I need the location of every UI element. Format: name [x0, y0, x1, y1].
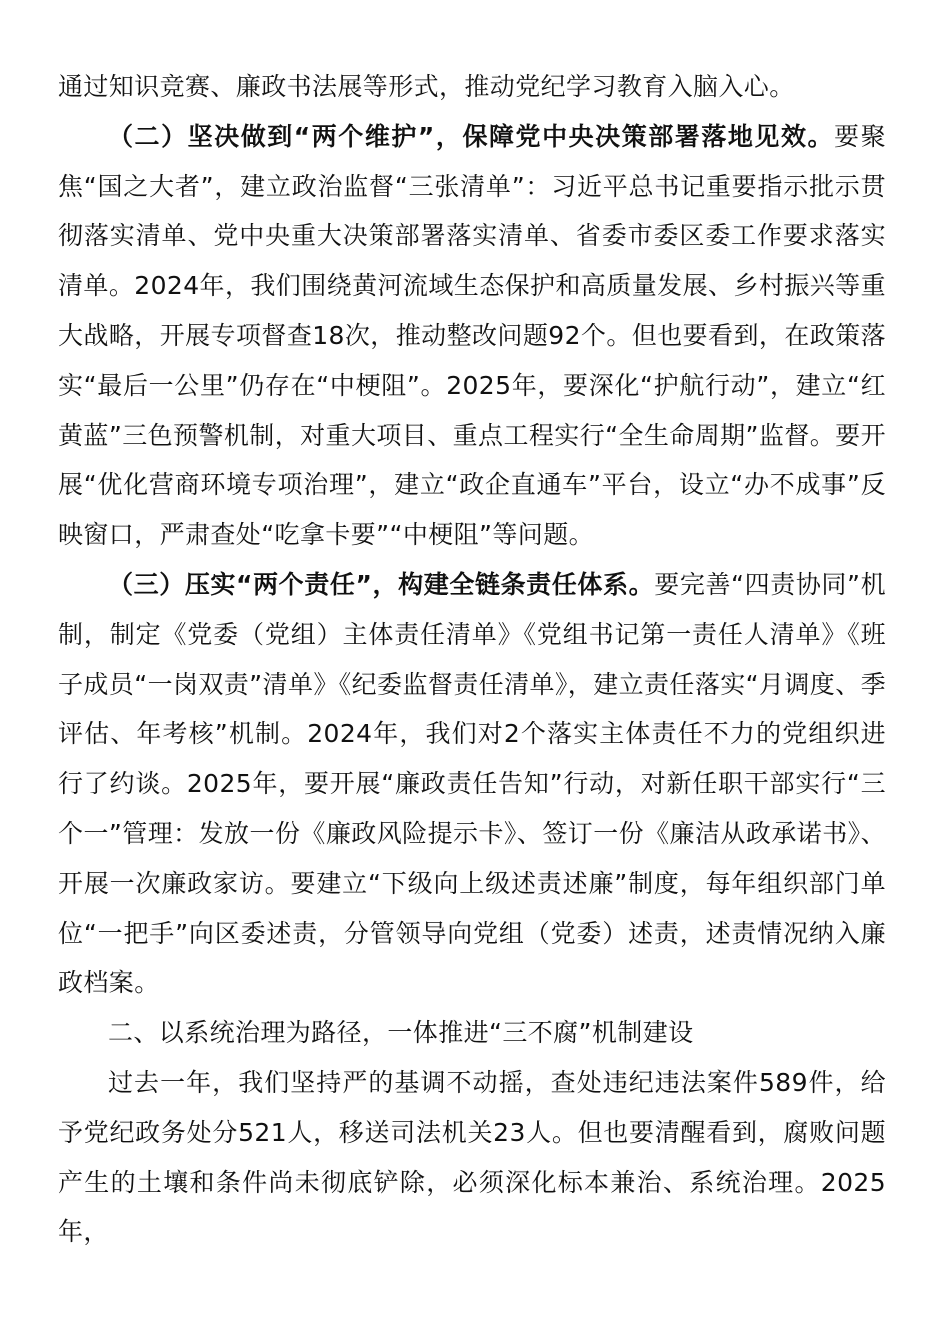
part-2-heading: 二、以系统治理为路径，一体推进“三不腐”机制建设 — [108, 1018, 694, 1048]
section-3-body: 要完善“四责协同”机制，制定《党委（党组）主体责任清单》《党组书记第一责任人清单》《班子成员“一岗双责”清单》《纪委监督责任清单》，建立责任落实“月调度、季评估、年考核”机制。2024年，我们对2个落实主体责任不力的党组织进行了约谈。2025年，要开展“廉政责任告知”行动，对新任职干部实行“三个一”管理：发放一份《廉政风险提示卡》、签订一份《廉洁从政承诺书》、开展一次廉政家访。要建立“下级向上级述责述廉”制度，每年组织部门单位“一把手”向区委述责，分管领导向党组（党委）述责，述责情况纳入廉政档案。 — [58, 569, 887, 998]
section-2-body: 要聚焦“国之大者”，建立政治监督“三张清单”：习近平总书记重要指示批示贯彻落实清单、党中央重大决策部署落实清单、省委市委区委工作要求落实清单。2024年，我们围绕黄河流域生态保护和高质量发展、乡村振兴等重大战略，开展专项督查18次，推动整改问题92个。但也要看到，在政策落实“最后一公里”仍存在“中梗阻”。2025年，要深化“护航行动”，建立“红黄蓝”三色预警机制，对重大项目、重点工程实行“全生命周期”监督。要开展“优化营商环境专项治理”，建立“政企直通车”平台，设立“办不成事”反映窗口，严肃查处“吃拿卡要”“中梗阻”等问题。 — [58, 121, 886, 550]
section-2-heading: （二）坚决做到“两个维护”，保障党中央决策部署落地见效。 — [108, 121, 835, 151]
paragraph-continued: 通过知识竞赛、廉政书法展等形式，推动党纪学习教育入脑入心。 — [58, 72, 795, 101]
section-2-paragraph — [58, 112, 886, 560]
document-page — [58, 62, 886, 1257]
part-2-body: 过去一年，我们坚持严的基调不动摇，查处违纪违法案件589件，给予党纪政务处分521人，移送司法机关23人。但也要清醒看到，腐败问题产生的土壤和条件尚未彻底铲除，必须深化标本兼治、系统治理。2025年， — [58, 1067, 886, 1247]
section-3-heading: （三）压实“两个责任”，构建全链条责任体系。 — [108, 569, 655, 599]
section-3-paragraph — [58, 560, 886, 1008]
